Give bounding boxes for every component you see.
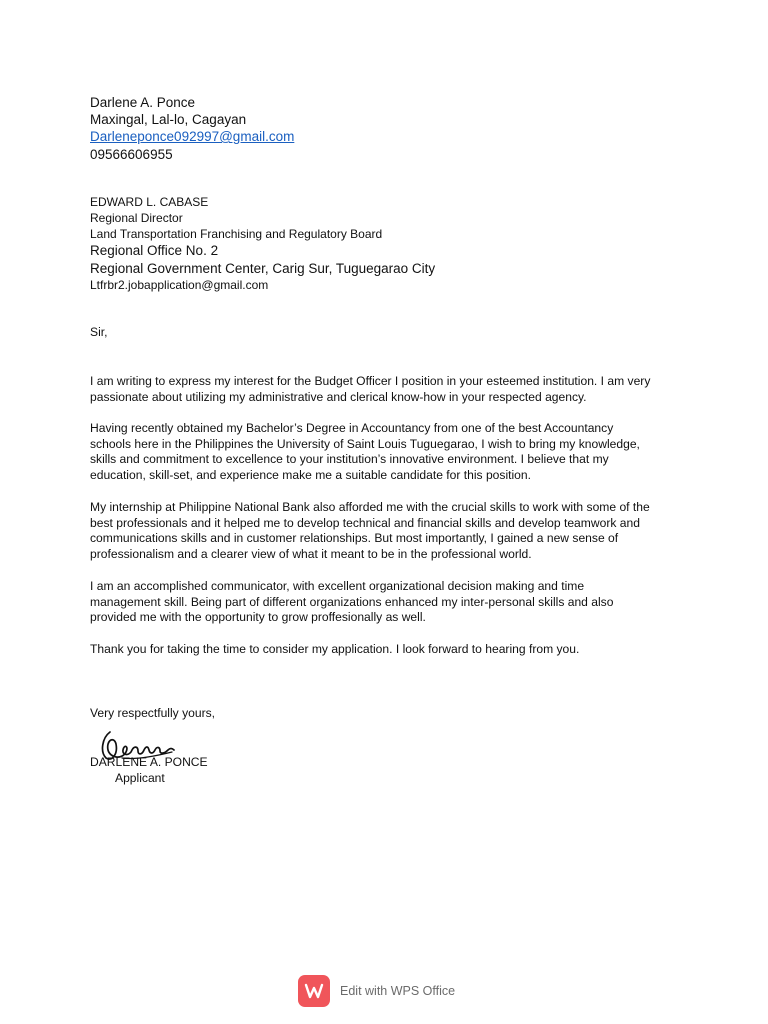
sender-address: Maxingal, Lal-lo, Cagayan <box>90 112 247 127</box>
recipient-address: Regional Government Center, Carig Sur, Tuguegarao City <box>90 261 436 276</box>
sender-phone: 09566606955 <box>90 147 173 162</box>
closing: Very respectfully yours, <box>90 706 216 720</box>
recipient-email: Ltfrbr2.jobapplication@gmail.com <box>90 278 269 292</box>
edit-with-wps-button[interactable] <box>298 975 455 1007</box>
recipient-name: EDWARD L. CABASE <box>90 195 209 209</box>
sender-name: Darlene A. Ponce <box>90 95 196 110</box>
paragraph-education: Having recently obtained my Bachelor’s Degree in Accountancy from one of the best Accountancy schools here in the Philippines the University of Saint Louis Tuguegarao, I wish to bring my knowledge, skills and commitment to excellence to your institution’s innovative environment. I believe that my education, skill-set, and experience make me a suitable candidate for this position. <box>90 421 640 482</box>
paragraph-skills: I am an accomplished communicator, with excellent organizational decision making and time management skill. Being part of different organizations enhanced my inter-personal skills and also provided me with the opportunity to grow proffesionally as well. <box>90 579 614 625</box>
salutation: Sir, <box>90 325 108 339</box>
sender-email-link[interactable]: Darleneponce092997@gmail.com <box>90 129 295 144</box>
signatory-name: DARLENE A. PONCE <box>90 755 208 769</box>
signatory-role: Applicant <box>115 771 165 785</box>
paragraph-thanks: Thank you for taking the time to consider my application. I look forward to hearing from you. <box>90 642 580 656</box>
paragraph-internship: My internship at Philippine National Bank also afforded me with the crucial skills to work with some of the best professionals and it helped me to develop technical and financial skills and develop teamwork and communications skills and in customer relationships. But most importantly, I gained a new sense of professionalism and a clearer view of what it meant to be in the professional world. <box>90 500 650 561</box>
wps-office-logo-icon <box>298 975 330 1007</box>
recipient-title: Regional Director <box>90 211 183 225</box>
edit-with-wps-label: Edit with WPS Office <box>340 984 456 998</box>
paragraph-interest: I am writing to express my interest for the Budget Officer I position in your esteemed institution. I am very passionate about utilizing my administrative and clerical know-how in your respected agency. <box>90 374 651 404</box>
recipient-office: Regional Office No. 2 <box>90 243 219 258</box>
recipient-agency: Land Transportation Franchising and Regulatory Board <box>90 227 383 241</box>
